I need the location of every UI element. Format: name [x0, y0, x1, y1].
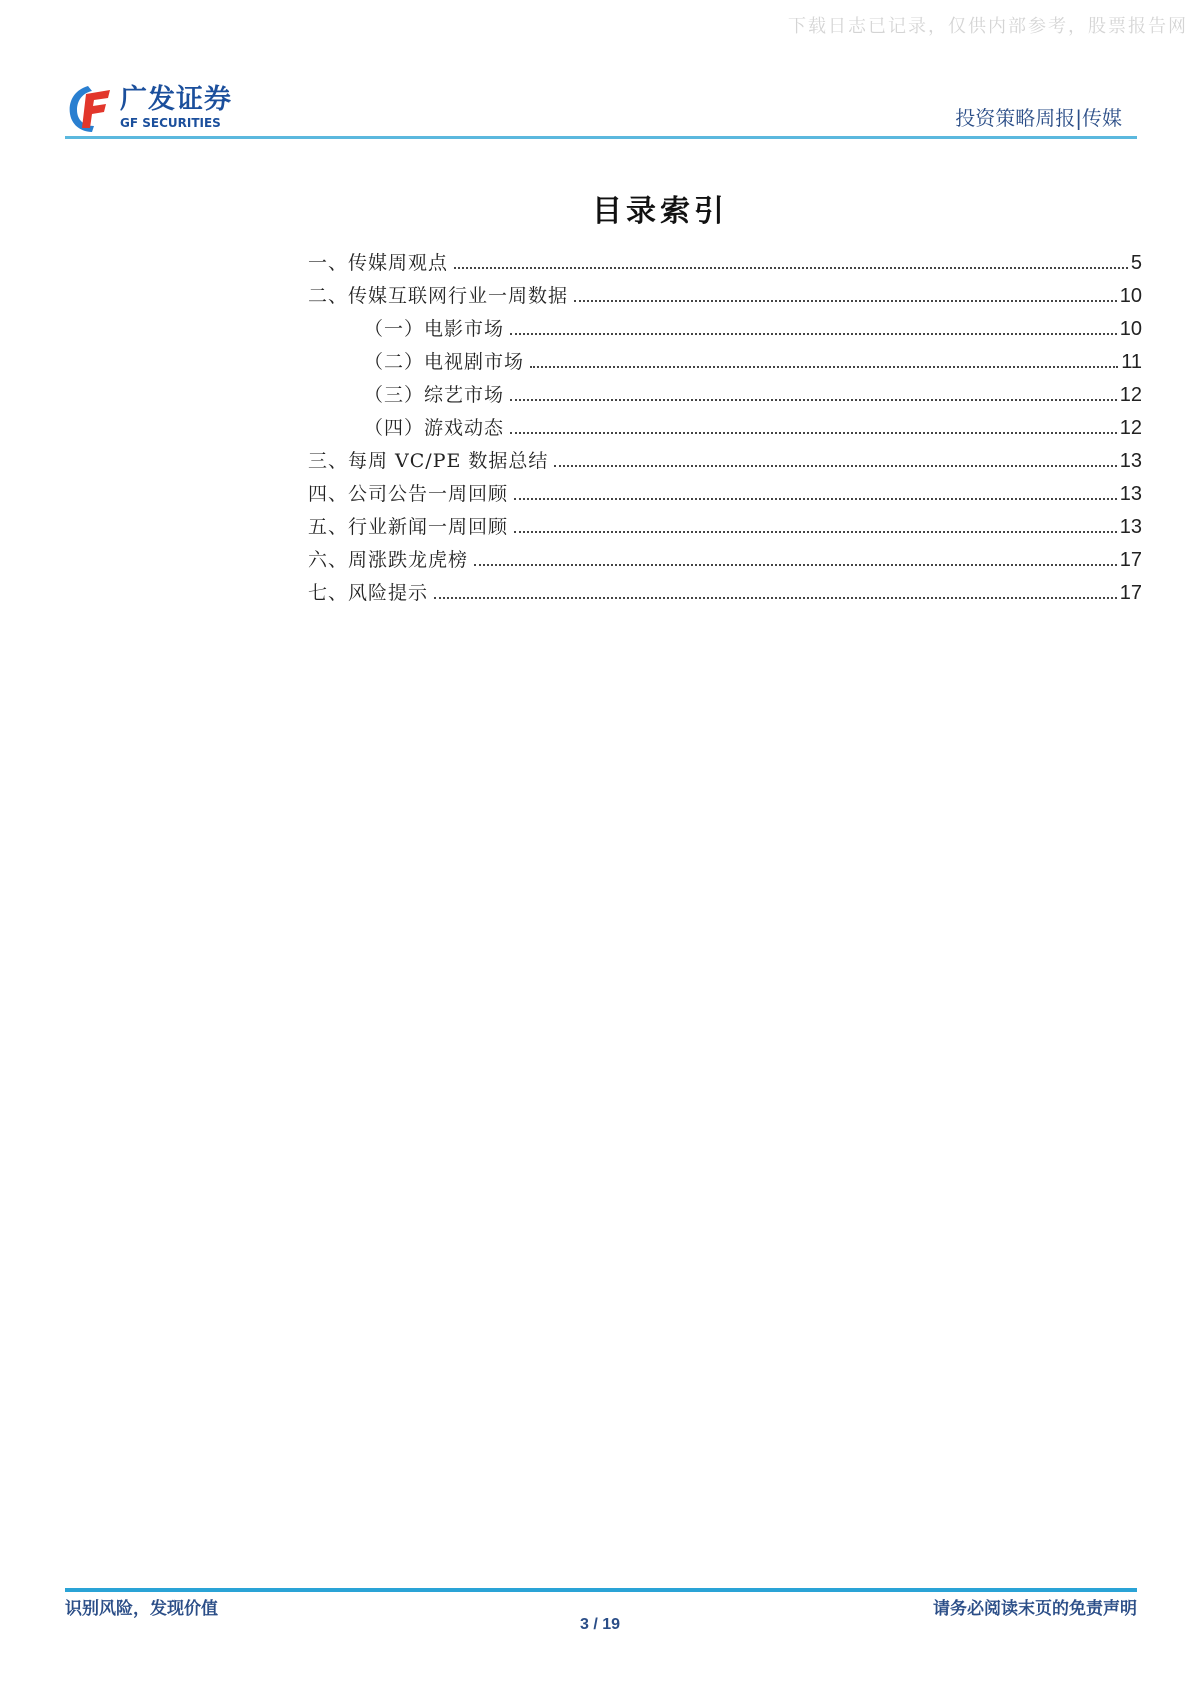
toc-leader-dots [434, 597, 1117, 599]
page-title: 目录索引 [592, 194, 728, 229]
toc-entry-label[interactable]: （四）游戏动态 [364, 417, 505, 439]
toc-entry[interactable] [308, 407, 1142, 440]
toc-entry[interactable] [308, 440, 1142, 473]
toc-entry-page[interactable]: 13 [1119, 450, 1142, 472]
toc-leader-dots [514, 498, 1117, 500]
toc-leader-dots [574, 300, 1117, 302]
toc-leader-dots [510, 432, 1117, 434]
toc-leader-dots [510, 333, 1117, 335]
toc-entry-page[interactable]: 10 [1119, 285, 1142, 307]
toc-entry-label[interactable]: 四、公司公告一周回顾 [308, 483, 509, 505]
toc-entry-page[interactable]: 13 [1119, 483, 1142, 505]
toc-entry[interactable] [308, 539, 1142, 572]
toc-entry-label[interactable]: （一）电影市场 [364, 318, 505, 340]
toc-entry-label[interactable]: 五、行业新闻一周回顾 [308, 516, 509, 538]
toc-entry-page[interactable]: 11 [1121, 351, 1142, 373]
toc-entry[interactable] [308, 341, 1142, 374]
report-type: 投资策略周报|传媒 [955, 106, 1122, 130]
toc-leader-dots [554, 465, 1116, 467]
toc-entry[interactable] [308, 242, 1142, 275]
logo-cn: 广发证券 [120, 84, 232, 115]
logo-en: GF SECURITIES [120, 116, 221, 130]
toc-entry-page[interactable]: 17 [1119, 549, 1142, 571]
toc-leader-dots [454, 267, 1128, 269]
watermark: 下载日志已记录，仅供内部参考，股票报告网 [788, 16, 1188, 37]
footer-divider [65, 1588, 1137, 1592]
toc-entry-page[interactable]: 12 [1119, 417, 1142, 439]
table-of-contents [308, 242, 1142, 605]
toc-entry[interactable] [308, 506, 1142, 539]
toc-leader-dots [510, 399, 1117, 401]
toc-entry-page[interactable]: 10 [1119, 318, 1142, 340]
toc-entry-label[interactable]: （二）电视剧市场 [364, 351, 525, 373]
toc-leader-dots [514, 531, 1117, 533]
toc-entry-label[interactable]: （三）综艺市场 [364, 384, 505, 406]
header-divider [65, 136, 1137, 139]
toc-leader-dots [474, 564, 1117, 566]
toc-entry[interactable] [308, 374, 1142, 407]
footer-disclaimer: 请务必阅读末页的免责声明 [933, 1599, 1137, 1619]
gf-securities-logo [66, 82, 232, 134]
toc-entry[interactable] [308, 473, 1142, 506]
toc-entry[interactable] [308, 572, 1142, 605]
toc-entry-page[interactable]: 17 [1119, 582, 1142, 604]
toc-entry-page[interactable]: 5 [1130, 252, 1142, 274]
toc-entry[interactable] [308, 275, 1142, 308]
page-number: 3 / 19 [579, 1616, 621, 1633]
toc-entry-page[interactable]: 12 [1119, 384, 1142, 406]
toc-entry-label[interactable]: 一、传媒周观点 [308, 252, 449, 274]
gf-logo-icon [66, 82, 114, 134]
footer-slogan: 识别风险，发现价值 [65, 1599, 218, 1619]
toc-leader-dots [530, 366, 1118, 368]
toc-entry-label[interactable]: 七、风险提示 [308, 582, 429, 604]
toc-entry-label[interactable]: 六、周涨跌龙虎榜 [308, 549, 469, 571]
toc-entry[interactable] [308, 308, 1142, 341]
toc-entry-label[interactable]: 二、传媒互联网行业一周数据 [308, 285, 569, 307]
toc-entry-page[interactable]: 13 [1119, 516, 1142, 538]
toc-entry-label[interactable]: 三、每周 VC/PE 数据总结 [308, 450, 549, 472]
